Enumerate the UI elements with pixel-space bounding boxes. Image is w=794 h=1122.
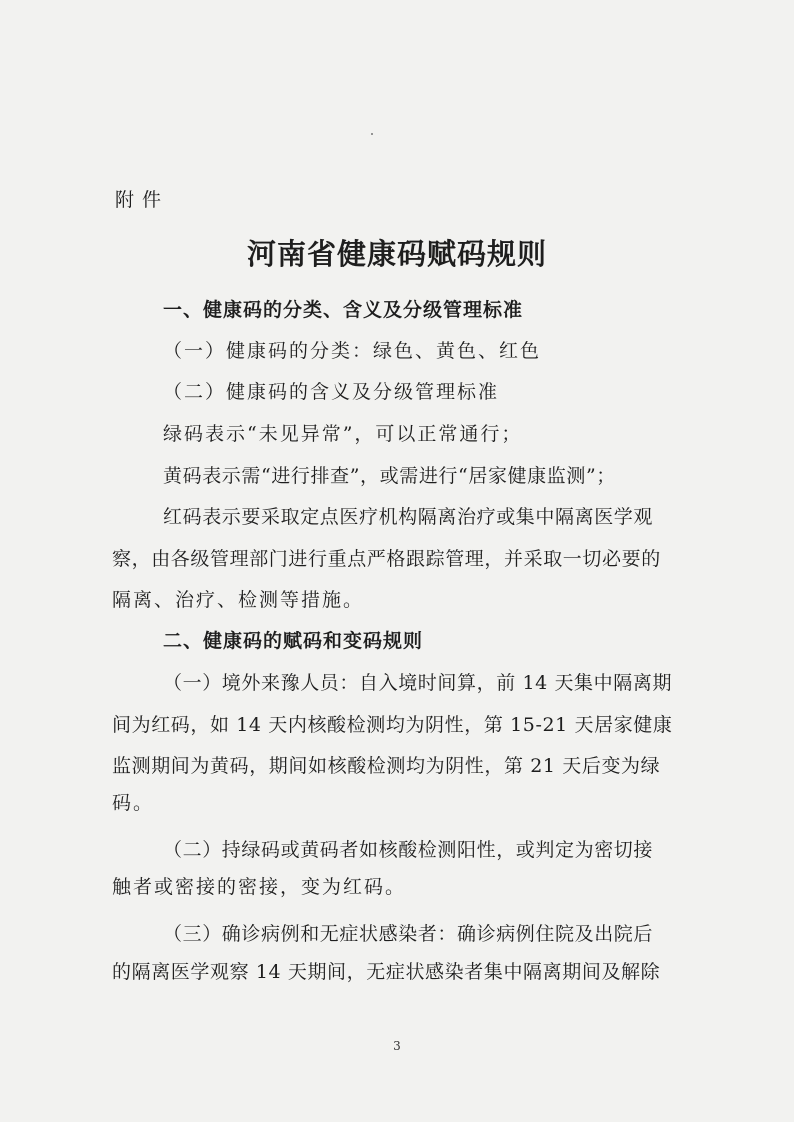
red-code-line-2: 察，由各级管理部门进行重点严格跟踪管理，并采取一切必要的 [112, 548, 661, 570]
rule-3-line-2: 的隔离医学观察 14 天期间，无症状感染者集中隔离期间及解除 [112, 961, 661, 983]
rule-1-line-2: 间为红码，如 14 天内核酸检测均为阴性，第 15-21 天居家健康 [112, 714, 673, 736]
rule-1-line-3: 监测期间为黄码，期间如核酸检测均为阴性，第 21 天后变为绿 [112, 755, 661, 777]
red-code-line-1: 红码表示要采取定点医疗机构隔离治疗或集中隔离医学观 [163, 506, 654, 528]
section-heading-1: 一、健康码的分类、含义及分级管理标准 [163, 299, 524, 321]
rule-3-line-1: （三）确诊病例和无症状感染者：确诊病例住院及出院后 [163, 923, 654, 945]
section-heading-2: 二、健康码的赋码和变码规则 [163, 630, 424, 652]
subsection-1-1: （一）健康码的分类：绿色、黄色、红色 [163, 340, 542, 362]
rule-1-line-4: 码。 [112, 792, 155, 814]
attachment-label: 附件 [115, 189, 170, 211]
rule-2-line-1: （二）持绿码或黄码者如核酸检测阳性，或判定为密切接 [163, 839, 654, 861]
yellow-code-line: 黄码表示需“进行排查”，或需进行“居家健康监测”； [163, 465, 616, 487]
scan-speck [371, 133, 373, 135]
page-number: 3 [393, 1039, 401, 1053]
document-title: 河南省健康码赋码规则 [246, 237, 547, 271]
subsection-1-2: （二）健康码的含义及分级管理标准 [163, 381, 500, 403]
green-code-line: 绿码表示“未见异常”，可以正常通行； [163, 423, 523, 445]
rule-1-line-1: （一）境外来豫人员：自入境时间算，前 14 天集中隔离期 [163, 672, 673, 694]
red-code-line-3: 隔离、治疗、检测等措施。 [112, 589, 365, 611]
rule-2-line-2: 触者或密接的密接，变为红码。 [112, 876, 407, 898]
